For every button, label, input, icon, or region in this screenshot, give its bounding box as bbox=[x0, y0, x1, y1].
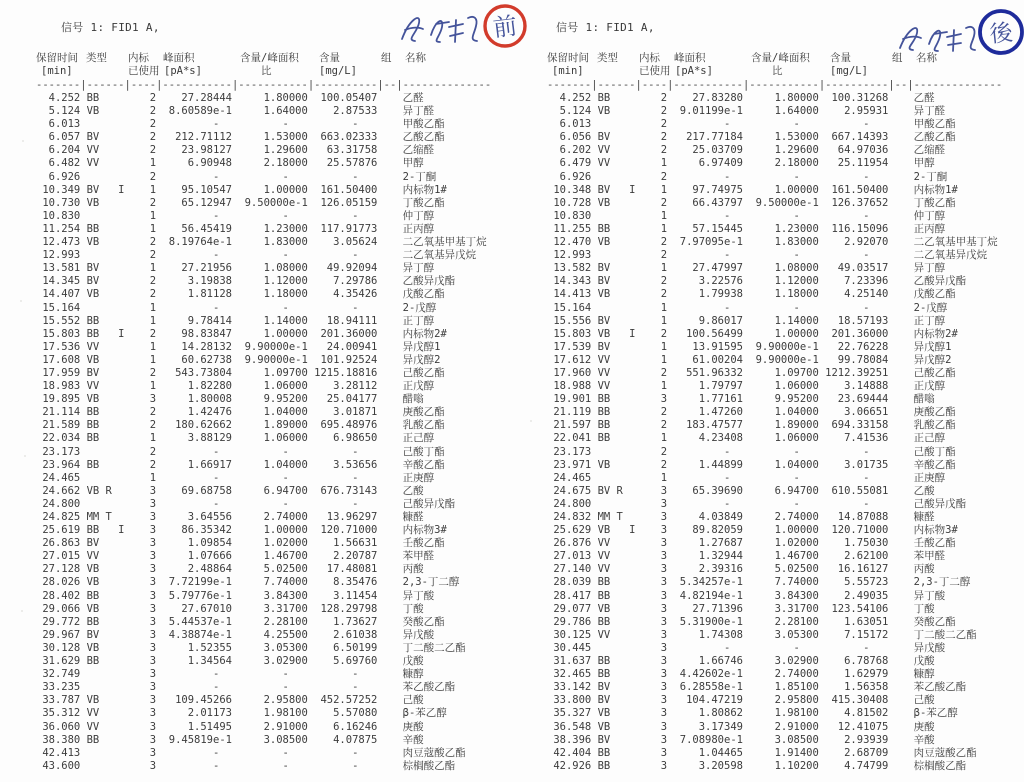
table-row: 6.013 2 - - - 甲酸乙酯 bbox=[36, 118, 445, 131]
col-area: 峰面积 bbox=[674, 52, 706, 64]
table-row: 26.876 VV 3 1.27687 1.02000 1.75030 壬酸乙酯 bbox=[547, 537, 956, 550]
col-istd: 内标 bbox=[639, 52, 660, 64]
table-row: 22.034 BB 1 3.88129 1.06000 6.98650 正己醇 bbox=[36, 432, 435, 445]
signal-title: 信号 1: FID1 A, bbox=[556, 21, 655, 34]
table-row: 24.800 3 - - - 己酸异戊酯 bbox=[36, 497, 456, 510]
table-row: 12.993 2 - - - 二乙氧基异戊烷 bbox=[547, 249, 988, 262]
table-row: 13.582 BV 1 27.47997 1.08000 49.03517 异丁醇 bbox=[547, 262, 946, 275]
col-amount-unit: [mg/L] bbox=[319, 65, 357, 77]
table-row: 6.013 2 - - - 甲酸乙酯 bbox=[547, 118, 956, 131]
table-row: 33.800 BV 3 104.47219 2.95800 415.30408 己酸 bbox=[547, 694, 935, 707]
table-row: 11.254 BB 1 56.45419 1.23000 117.91773 正丙醇 bbox=[36, 222, 435, 235]
table-row: 10.349 BV I 1 95.10547 1.00000 161.50400 内标物1# bbox=[36, 183, 447, 196]
table-body bbox=[36, 92, 522, 773]
table-row: 15.803 BB I 2 98.83847 1.00000 201.36000 内标物2# bbox=[36, 327, 447, 340]
table-row: 33.235 3 - - - 苯乙酸乙酯 bbox=[36, 681, 456, 694]
col-name: 名称 bbox=[405, 52, 426, 64]
table-row: 30.128 VB 3 1.52355 3.05300 6.50199 丁二酸二乙酯 bbox=[36, 641, 466, 654]
table-row: 15.556 BV 1 9.86017 1.14000 18.57193 正丁醇 bbox=[547, 314, 946, 327]
table-row: 10.830 1 - - - 仲丁醇 bbox=[547, 209, 946, 222]
col-ratio-line2: 比 bbox=[772, 65, 783, 77]
table-row: 24.662 VB R 3 69.68758 6.94700 676.73143 乙酸 bbox=[36, 484, 424, 497]
table-row: 21.114 BB 2 1.42476 1.04000 3.01871 庚酸乙酯 bbox=[36, 406, 445, 419]
table-row: 38.396 BV 3 7.08980e-1 3.08500 2.93939 辛酸 bbox=[547, 733, 935, 746]
col-type: 类型 bbox=[86, 52, 107, 64]
table-row: 15.552 BB 1 9.78414 1.14000 18.94111 正丁醇 bbox=[36, 314, 435, 327]
table-row: 6.057 BV 2 212.71112 1.53000 663.02333 乙酸乙酯 bbox=[36, 131, 445, 144]
table-row: 33.142 BV 3 6.28558e-1 1.85100 1.56358 苯乙酸乙酯 bbox=[547, 681, 967, 694]
handwriting-scribble bbox=[402, 17, 477, 42]
table-row: 28.402 BB 3 5.79776e-1 3.84300 3.11454 异丁酸 bbox=[36, 589, 435, 602]
table-row: 14.413 VB 2 1.79938 1.18000 4.25140 戊酸乙酯 bbox=[547, 288, 956, 301]
table-row: 18.983 VV 1 1.82280 1.06000 3.28112 正戊醇 bbox=[36, 380, 435, 393]
table-row: 28.026 VB 3 7.72199e-1 7.74000 8.35476 2,3-丁二醇 bbox=[36, 576, 460, 589]
table-row: 29.772 BB 3 5.44537e-1 2.28100 1.73627 癸酸乙酯 bbox=[36, 615, 445, 628]
col-type: 类型 bbox=[597, 52, 618, 64]
table-row: 28.039 BB 3 5.34257e-1 7.74000 5.55723 2,3-丁二醇 bbox=[547, 576, 971, 589]
table-row: 17.959 BV 2 543.73804 1.09700 1215.18816 己酸乙酯 bbox=[36, 366, 445, 379]
table-row: 6.202 VV 2 25.03709 1.29600 64.97036 乙缩醛 bbox=[547, 144, 946, 157]
report-before bbox=[36, 21, 522, 773]
table-row: 10.728 VB 2 66.43797 9.50000e-1 126.37652 丁酸乙酯 bbox=[547, 196, 956, 209]
col-ratio: 含量/峰面积 bbox=[240, 52, 299, 64]
table-row: 28.417 BB 3 4.82194e-1 3.84300 2.49035 异丁酸 bbox=[547, 589, 946, 602]
table-row: 27.013 VV 3 1.32944 1.46700 2.62100 苯甲醛 bbox=[547, 550, 946, 563]
table-row: 15.803 VB I 2 100.56499 1.00000 201.36000 内标物2# bbox=[547, 327, 958, 340]
table-row: 22.041 BB 1 4.23408 1.06000 7.41536 正己醇 bbox=[547, 432, 946, 445]
table-row: 42.926 BB 3 3.20598 1.10200 4.74799 棕榈酸乙酯 bbox=[547, 759, 967, 772]
table-row: 35.312 VV 3 2.01173 1.98100 5.57080 β-苯乙醇 bbox=[36, 707, 447, 720]
table-row: 29.077 VB 3 27.71396 3.31700 123.54106 丁酸 bbox=[547, 602, 935, 615]
table-row: 14.407 VB 2 1.81128 1.18000 4.35426 戊酸乙酯 bbox=[36, 288, 445, 301]
table-row: 36.060 VV 3 1.51495 2.91000 6.16246 庚酸 bbox=[36, 720, 424, 733]
table-row: 42.404 BB 3 1.04465 1.91400 2.68709 肉豆蔻酸乙酯 bbox=[547, 746, 977, 759]
table-header bbox=[36, 52, 522, 79]
col-retention-unit: [min] bbox=[41, 65, 73, 77]
col-area-unit: [pA*s] bbox=[164, 65, 202, 77]
handwritten-annotation-after bbox=[888, 6, 1024, 64]
col-area-unit: [pA*s] bbox=[675, 65, 713, 77]
table-row: 17.539 BV 1 13.91595 9.90000e-1 22.76228 异戊醇1 bbox=[547, 340, 952, 353]
header-separator: -------|------|----|-----------|-----------|----------|--|-------------- bbox=[547, 79, 1003, 91]
table-row: 27.015 VV 3 1.07666 1.46700 2.20787 苯甲醛 bbox=[36, 550, 435, 563]
table-row: 4.252 BB 2 27.28444 1.80000 100.05407 乙醛 bbox=[36, 92, 424, 104]
col-istd-line2: 已使用 bbox=[639, 65, 671, 77]
table-row: 6.056 BV 2 217.77184 1.53000 667.14393 乙酸乙酯 bbox=[547, 131, 956, 144]
table-row: 38.380 BB 3 9.45819e-1 3.08500 4.07875 辛酸 bbox=[36, 733, 424, 746]
col-retention-unit: [min] bbox=[552, 65, 584, 77]
table-row: 15.164 1 - - - 2-戊醇 bbox=[36, 301, 437, 314]
table-row: 35.327 VB 3 1.80862 1.98100 4.81502 β-苯乙醇 bbox=[547, 707, 958, 720]
table-row: 29.066 VB 3 27.67010 3.31700 128.29798 丁酸 bbox=[36, 602, 424, 615]
table-row: 17.608 VB 1 60.62738 9.90000e-1 101.92524 异戊醇2 bbox=[36, 353, 441, 366]
col-istd: 内标 bbox=[128, 52, 149, 64]
table-row: 23.173 2 - - - 己酸丁酯 bbox=[36, 445, 445, 458]
table-row: 6.926 2 - - - 2-丁酮 bbox=[36, 170, 437, 183]
table-row: 4.252 BB 2 27.83280 1.80000 100.31268 乙醛 bbox=[547, 92, 935, 104]
table-row: 33.787 VB 3 109.45266 2.95800 452.57252 己酸 bbox=[36, 694, 424, 707]
table-row: 5.124 VB 2 9.01199e-1 1.64000 2.95931 异丁醛 bbox=[547, 105, 946, 118]
col-amount: 含量 bbox=[319, 52, 340, 64]
table-row: 23.971 VB 2 1.44899 1.04000 3.01735 辛酸乙酯 bbox=[547, 458, 956, 471]
handwritten-annotation-before bbox=[392, 1, 537, 55]
table-row: 32.465 BB 3 4.42602e-1 2.74000 1.62979 糠醇 bbox=[547, 668, 935, 681]
table-row: 24.675 BV R 3 65.39690 6.94700 610.55081 乙酸 bbox=[547, 484, 935, 497]
table-row: 23.964 BB 2 1.66917 1.04000 3.53656 辛酸乙酯 bbox=[36, 458, 445, 471]
header-separator: -------|------|----|-----------|-----------|----------|--|-------------- bbox=[36, 79, 492, 91]
table-row: 25.629 VB I 3 89.82059 1.00000 120.71000 内标物3# bbox=[547, 524, 958, 537]
table-row: 30.125 VV 3 1.74308 3.05300 7.15172 丁二酸二乙酯 bbox=[547, 628, 977, 641]
table-row: 18.988 VV 1 1.79797 1.06000 3.14888 正戊醇 bbox=[547, 380, 946, 393]
table-row: 26.863 BV 3 1.09854 1.02000 1.56631 壬酸乙酯 bbox=[36, 537, 445, 550]
table-row: 32.749 3 - - - 糠醇 bbox=[36, 668, 424, 681]
table-row: 31.637 BB 3 1.66746 3.02900 6.78768 戊酸 bbox=[547, 655, 935, 668]
table-row: 24.800 3 - - - 己酸异戊酯 bbox=[547, 497, 967, 510]
table-row: 24.465 1 - - - 正庚醇 bbox=[547, 471, 946, 484]
table-row: 31.629 BB 3 1.34564 3.02900 5.69760 戊酸 bbox=[36, 655, 424, 668]
table-row: 19.895 VB 3 1.80008 9.95200 25.04177 醋嗡 bbox=[36, 393, 424, 406]
table-row: 17.612 VV 1 61.00204 9.90000e-1 99.78084 异戊醇2 bbox=[547, 353, 952, 366]
table-row: 21.589 BB 2 180.62662 1.89000 695.48976 乳酸乙酯 bbox=[36, 419, 445, 432]
table-row: 5.124 VB 2 8.60589e-1 1.64000 2.87533 异丁醛 bbox=[36, 105, 435, 118]
col-amount: 含量 bbox=[830, 52, 851, 64]
table-row: 24.832 MM T 3 4.03849 2.74000 14.87088 糠醛 bbox=[547, 511, 935, 523]
handwriting-scribble bbox=[900, 27, 975, 51]
col-group: 组 bbox=[892, 52, 903, 64]
table-row: 42.413 3 - - - 肉豆蔻酸乙酯 bbox=[36, 746, 466, 759]
table-row: 15.164 1 - - - 2-戊醇 bbox=[547, 301, 948, 314]
col-retention-time: 保留时间 bbox=[547, 52, 589, 64]
table-row: 24.825 MM T 3 3.64556 2.74000 13.96297 糠醛 bbox=[36, 511, 424, 523]
table-body bbox=[547, 92, 1024, 773]
table-row: 27.128 VB 3 2.48864 5.02500 17.48081 丙酸 bbox=[36, 563, 424, 576]
table-row: 24.465 1 - - - 正庚醇 bbox=[36, 471, 435, 484]
col-group: 组 bbox=[381, 52, 392, 64]
table-row: 6.204 VV 2 23.98127 1.29600 63.31758 乙缩醛 bbox=[36, 144, 435, 157]
table-row: 10.730 VB 2 65.12947 9.50000e-1 126.05159 丁酸乙酯 bbox=[36, 196, 445, 209]
table-row: 29.786 BB 3 5.31900e-1 2.28100 1.63051 癸酸乙酯 bbox=[547, 615, 956, 628]
table-row: 12.993 2 - - - 二乙氧基异戊烷 bbox=[36, 249, 477, 262]
table-row: 29.967 BV 3 4.38874e-1 4.25500 2.61038 异戊酸 bbox=[36, 628, 435, 641]
table-row: 17.536 VV 1 14.28132 9.90000e-1 24.00941 异戊醇1 bbox=[36, 340, 441, 353]
table-row: 10.830 1 - - - 仲丁醇 bbox=[36, 209, 435, 222]
table-row: 12.473 VB 2 8.19764e-1 1.83000 3.05624 二乙氧基甲基丁烷 bbox=[36, 236, 487, 249]
table-row: 19.901 BB 3 1.77161 9.95200 23.69444 醋嗡 bbox=[547, 393, 935, 406]
table-row: 11.255 BB 1 57.15445 1.23000 116.15096 正丙醇 bbox=[547, 222, 946, 235]
table-row: 36.548 VB 3 3.17349 2.91000 12.41075 庚酸 bbox=[547, 720, 935, 733]
table-row: 17.960 VV 2 551.96332 1.09700 1212.39251 己酸乙酯 bbox=[547, 366, 956, 379]
circled-char-before: 前 bbox=[491, 11, 519, 43]
table-row: 10.348 BV I 1 97.74975 1.00000 161.50400 内标物1# bbox=[547, 183, 958, 196]
table-row: 12.470 VB 2 7.97095e-1 1.83000 2.92070 二乙氧基甲基丁烷 bbox=[547, 236, 998, 249]
table-row: 30.445 3 - - - 异戊酸 bbox=[547, 641, 946, 654]
table-row: 23.173 2 - - - 己酸丁酯 bbox=[547, 445, 956, 458]
table-row: 14.343 BV 2 3.22576 1.12000 7.23396 乙酸异戊酯 bbox=[547, 275, 967, 288]
circled-char-after: 後 bbox=[988, 19, 1015, 49]
col-ratio: 含量/峰面积 bbox=[751, 52, 810, 64]
col-retention-time: 保留时间 bbox=[36, 52, 78, 64]
report-after bbox=[547, 21, 1024, 773]
table-row: 27.140 VV 3 2.39316 5.02500 16.16127 丙酸 bbox=[547, 563, 935, 576]
signal-title: 信号 1: FID1 A, bbox=[61, 21, 160, 34]
col-area: 峰面积 bbox=[163, 52, 195, 64]
table-row: 6.926 2 - - - 2-丁酮 bbox=[547, 170, 948, 183]
table-row: 43.600 3 - - - 棕榈酸乙酯 bbox=[36, 759, 456, 772]
col-amount-unit: [mg/L] bbox=[830, 65, 868, 77]
table-row: 13.581 BV 1 27.21956 1.08000 49.92094 异丁醇 bbox=[36, 262, 435, 275]
table-row: 6.482 VV 1 6.90948 2.18000 25.57876 甲醇 bbox=[36, 157, 424, 170]
table-row: 21.119 BB 2 1.47260 1.04000 3.06651 庚酸乙酯 bbox=[547, 406, 956, 419]
table-row: 25.619 BB I 3 86.35342 1.00000 120.71000 内标物3# bbox=[36, 524, 447, 537]
col-istd-line2: 已使用 bbox=[128, 65, 160, 77]
col-name: 名称 bbox=[916, 52, 937, 64]
table-row: 14.345 BV 2 3.19838 1.12000 7.29786 乙酸异戊酯 bbox=[36, 275, 456, 288]
table-row: 6.479 VV 1 6.97409 2.18000 25.11954 甲醇 bbox=[547, 157, 935, 170]
table-row: 21.597 BB 2 183.47577 1.89000 694.33158 乳酸乙酯 bbox=[547, 419, 956, 432]
col-ratio-line2: 比 bbox=[261, 65, 272, 77]
